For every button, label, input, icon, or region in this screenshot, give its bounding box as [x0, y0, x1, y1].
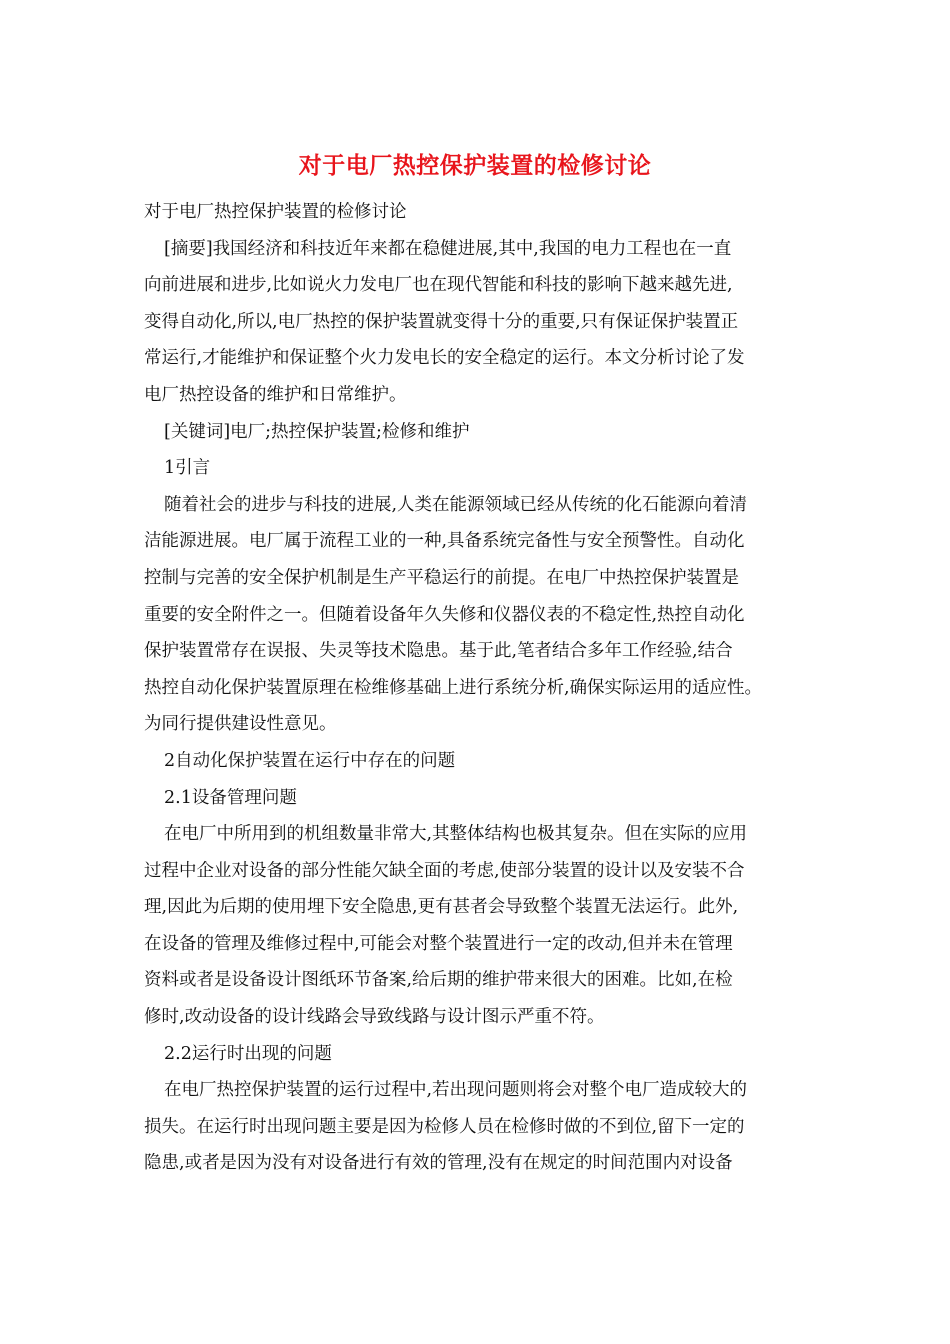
text-line: 2自动化保护装置在运行中存在的问题: [164, 750, 456, 771]
text-line: 变得自动化,所以,电厂热控的保护装置就变得十分的重要,只有保证保护装置正: [144, 311, 739, 332]
text-line: [关键词]电厂;热控保护装置;检修和维护: [164, 421, 470, 442]
document-title: 对于电厂热控保护装置的检修讨论: [298, 152, 652, 179]
document-body: [144, 194, 816, 1182]
text-line: 控制与完善的安全保护机制是生产平稳运行的前提。在电厂中热控保护装置是: [144, 567, 739, 588]
text-line: 电厂热控设备的维护和日常维护。: [144, 384, 407, 405]
text-line: 过程中企业对设备的部分性能欠缺全面的考虑,使部分装置的设计以及安装不合: [144, 860, 745, 881]
text-line: 资料或者是设备设计图纸环节备案,给后期的维护带来很大的困难。比如,在检: [144, 970, 733, 991]
text-line: 理,因此为后期的使用埋下安全隐患,更有甚者会导致整个装置无法运行。此外,: [144, 897, 739, 918]
text-line: 常运行,才能维护和保证整个火力发电长的安全稳定的运行。本文分析讨论了发: [144, 348, 745, 369]
text-line: 损失。在运行时出现问题主要是因为检修人员在检修时做的不到位,留下一定的: [144, 1116, 745, 1137]
text-line: 洁能源进展。电厂属于流程工业的一种,具备系统完备性与安全预警性。自动化: [144, 531, 745, 552]
text-line: 在设备的管理及维修过程中,可能会对整个装置进行一定的改动,但并未在管理: [144, 933, 733, 954]
text-line: 2.2运行时出现的问题: [164, 1043, 332, 1064]
text-line: 在电厂中所用到的机组数量非常大,其整体结构也极其复杂。但在实际的应用: [164, 824, 748, 845]
text-line: 在电厂热控保护装置的运行过程中,若出现问题则将会对整个电厂造成较大的: [164, 1080, 748, 1101]
text-line: [摘要]我国经济和科技近年来都在稳健进展,其中,我国的电力工程也在一直: [164, 238, 732, 259]
text-line: 对于电厂热控保护装置的检修讨论: [144, 202, 407, 222]
text-line: 修时,改动设备的设计线路会导致线路与设计图示严重不符。: [144, 1007, 605, 1028]
text-line: 保护装置常存在误报、失灵等技术隐患。基于此,笔者结合多年工作经验,结合: [144, 641, 733, 662]
text-line: 重要的安全附件之一。但随着设备年久失修和仪器仪表的不稳定性,热控自动化: [144, 604, 745, 625]
text-line: 随着社会的进步与科技的进展,人类在能源领域已经从传统的化石能源向着清: [164, 494, 748, 515]
text-line: 隐患,或者是因为没有对设备进行有效的管理,没有在规定的时间范围内对设备: [144, 1153, 733, 1174]
text-line: 1引言: [164, 458, 211, 479]
text-line: 向前进展和进步,比如说火力发电厂也在现代智能和科技的影响下越来越先进,: [144, 275, 733, 296]
text-line: 2.1设备管理问题: [164, 787, 297, 808]
text-line: 热控自动化保护装置原理在检维修基础上进行系统分析,确保实际运用的适应性。: [144, 677, 763, 698]
text-line: 为同行提供建设性意见。: [144, 714, 337, 735]
